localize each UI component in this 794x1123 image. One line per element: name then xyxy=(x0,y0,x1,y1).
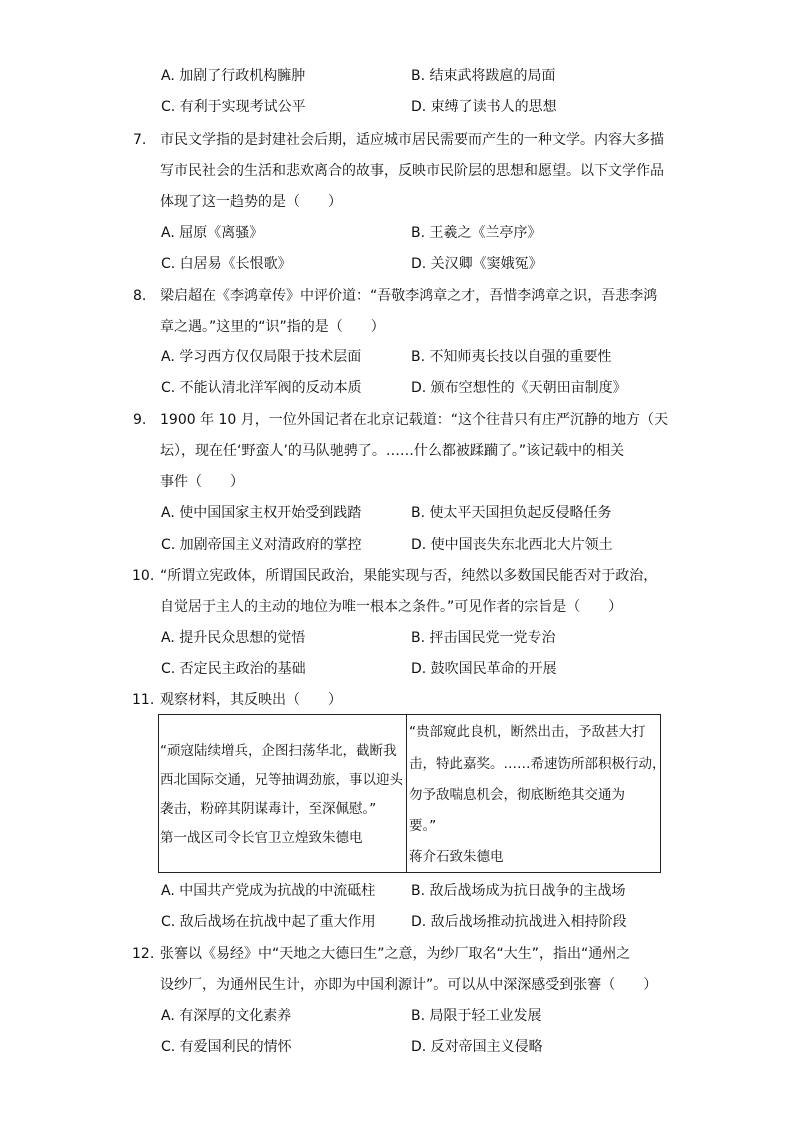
q8-option-a: A. 学习西方仅仅局限于技术层面 xyxy=(161,349,362,365)
q9-stem-line-1: 1900 年 10 月，一位外国记者在北京记载道：“这个往昔只有庄严沉静的地方（天 xyxy=(160,412,669,428)
left-cell-source: 第一战区司令长官卫立煌致朱德电 xyxy=(160,830,363,846)
q10-stem-line-2: 自觉居于主人的主动的地位为唯一根本之条件。”可见作者的宗旨是（ ） xyxy=(160,599,623,615)
q7-option-b: B. 王羲之《兰亭序》 xyxy=(411,225,542,241)
q7-option-a: A. 屈原《离骚》 xyxy=(161,225,264,241)
q7-stem-line-2: 写市民社会的生活和悲欢离合的故事，反映市民阶层的思想和愿望。以下文学作品 xyxy=(160,163,664,179)
q12-option-a: A. 有深厚的文化素养 xyxy=(161,1008,292,1024)
q9-option-a: A. 使中国国家主权开始受到践踏 xyxy=(161,505,362,521)
right-cell-line-4: 要。” xyxy=(409,818,437,834)
q9-stem-line-2: 坛），现在任‘野蛮人’的马队驰骋了。……什么都被蹂躏了。”该记载中的相关 xyxy=(160,443,625,459)
right-cell-source: 蒋介石致朱德电 xyxy=(409,849,504,865)
q8-option-c: C. 不能认清北洋军阀的反动本质 xyxy=(161,380,362,396)
q11-option-b: B. 敌后战场成为抗日战争的主战场 xyxy=(411,883,626,899)
q6-option-d: D. 束缚了读书人的思想 xyxy=(411,99,557,115)
q7-stem-line-1: 市民文学指的是封建社会后期，适应城市居民需要而产生的一种文学。内容大多描 xyxy=(160,132,664,148)
q10-option-b: B. 抨击国民党一党专治 xyxy=(411,630,556,646)
q7-stem-line-3: 体现了这一趋势的是（ ） xyxy=(160,194,342,210)
q10-option-d: D. 鼓吹国民革命的开展 xyxy=(411,661,557,677)
q12-option-c: C. 有爱国利民的情怀 xyxy=(161,1039,292,1055)
q6-option-a: A. 加剧了行政机构臃肿 xyxy=(161,68,306,84)
q11-number: 11. xyxy=(132,692,155,708)
q8-option-b: B. 不知师夷长技以自强的重要性 xyxy=(411,349,612,365)
material-table-divider xyxy=(406,714,407,873)
q10-stem-line-1: “所谓立宪政体，所谓国民政治，果能实现与否，纯然以多数国民能否对于政治， xyxy=(160,568,658,584)
left-cell-line-2: 西北国际交通，兄等抽调劲旅，事以迎头 xyxy=(160,772,403,788)
right-cell-line-1: “贵部窥此良机，断然出击，予敌甚大打 xyxy=(409,724,646,740)
q12-number: 12. xyxy=(132,946,155,962)
q11-option-c: C. 敌后战场在抗战中起了重大作用 xyxy=(161,914,376,930)
q8-stem-line-2: 章之遇。”这里的“识”指的是（ ） xyxy=(160,319,385,335)
left-cell-line-3: 袭击，粉碎其阴谋毒计，至深佩慰。” xyxy=(160,801,377,817)
q8-stem-line-1: 梁启超在《李鸿章传》中评价道：“吾敬李鸿章之才，吾惜李鸿章之识，吾悲李鸿 xyxy=(160,288,658,304)
q8-number: 8. xyxy=(133,288,147,304)
q9-option-d: D. 使中国丧失东北西北大片领土 xyxy=(411,537,613,553)
q9-number: 9. xyxy=(133,412,147,428)
q7-number: 7. xyxy=(133,132,147,148)
q10-option-c: C. 否定民主政治的基础 xyxy=(161,661,306,677)
q9-option-c: C. 加剧帝国主义对清政府的掌控 xyxy=(161,537,362,553)
left-cell-line-1: “顽寇陆续增兵，企图扫荡华北，截断我 xyxy=(160,743,397,759)
right-cell-line-3: 勿予敌喘息机会，彻底断绝其交通为 xyxy=(409,787,625,803)
q9-stem-line-3: 事件（ ） xyxy=(160,474,244,490)
q6-option-b: B. 结束武将跋扈的局面 xyxy=(411,68,556,84)
q10-number: 10. xyxy=(132,568,155,584)
q12-stem-line-2: 设纱厂，为通州民生计，亦即为中国利源计”。可以从中深深感受到张謇（ ） xyxy=(160,977,658,993)
q7-option-d: D. 关汉卿《窦娥冤》 xyxy=(411,256,543,272)
q12-stem-line-1: 张謇以《易经》中“天地之大德曰生”之意，为纱厂取名“大生”，指出“通州之 xyxy=(160,946,631,962)
q11-stem-line-1: 观察材料，其反映出（ ） xyxy=(160,692,342,708)
q8-option-d: D. 颁布空想性的《天朝田亩制度》 xyxy=(411,380,627,396)
q11-option-a: A. 中国共产党成为抗战的中流砥柱 xyxy=(161,883,376,899)
q9-option-b: B. 使太平天国担负起反侵略任务 xyxy=(411,505,612,521)
right-cell-line-2: 击，特此嘉奖。……希速饬所部积极行动， xyxy=(409,756,666,772)
q12-option-d: D. 反对帝国主义侵略 xyxy=(411,1039,543,1055)
q11-option-d: D. 敌后战场推动抗战进入相持阶段 xyxy=(411,914,627,930)
q6-option-c: C. 有利于实现考试公平 xyxy=(161,99,306,115)
q7-option-c: C. 白居易《长恨歌》 xyxy=(161,256,292,272)
q10-option-a: A. 提升民众思想的觉悟 xyxy=(161,630,306,646)
q12-option-b: B. 局限于轻工业发展 xyxy=(411,1008,542,1024)
